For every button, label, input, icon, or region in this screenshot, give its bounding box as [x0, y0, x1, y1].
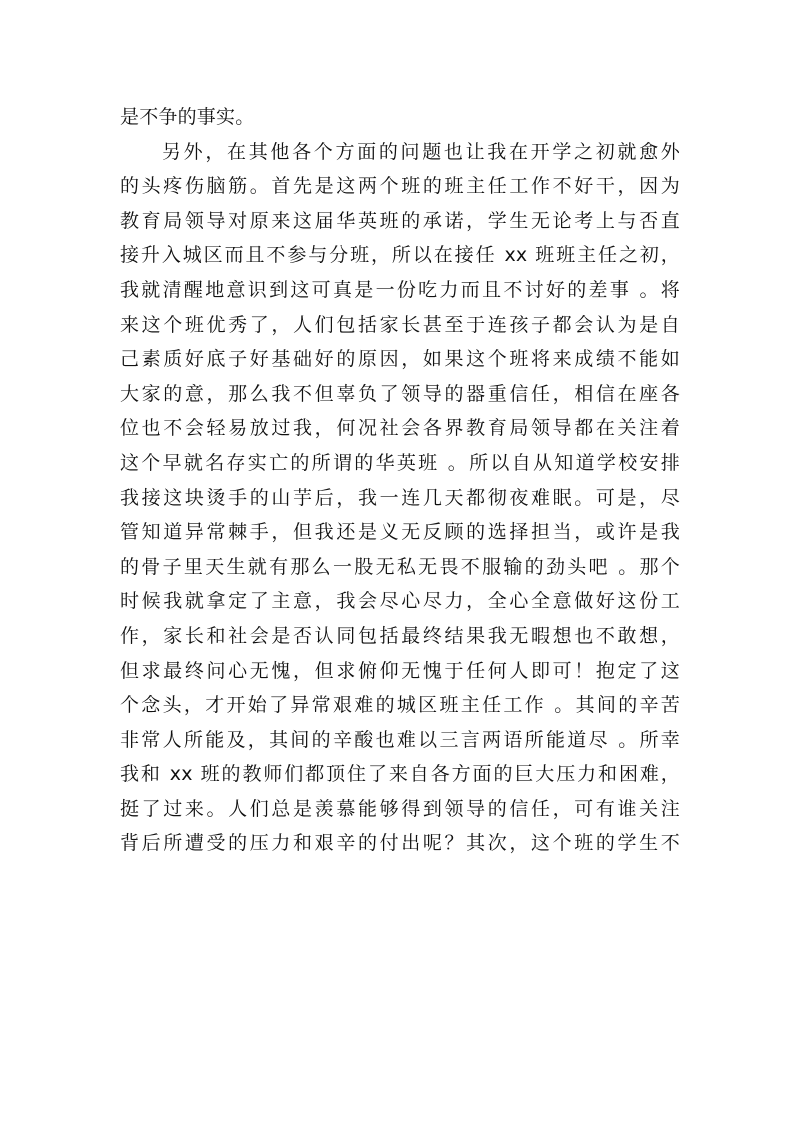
text-line: 非常人所能及，其间的辛酸也难以三言两语所能道尽 。所幸 — [120, 728, 680, 751]
paragraph-first-line: 另外，在其他各个方面的问题也让我在开学之初就愈外 — [162, 140, 680, 163]
text-line: 的骨子里天生就有那么一股无私无畏不服输的劲头吧 。那个 — [120, 555, 680, 578]
text-line: 我和 xx 班的教师们都顶住了来自各方面的巨大压力和困难， — [120, 763, 680, 786]
text-line: 这个早就名存实亡的所谓的华英班 。所以自从知道学校安排 — [120, 451, 680, 474]
body-text — [120, 100, 680, 861]
text-line: 作，家长和社会是否认同包括最终结果我无暇想也不敢想， — [120, 624, 680, 647]
text-line: 时候我就拿定了主意，我会尽心尽力，全心全意做好这份工 — [120, 590, 680, 613]
text-line: 位也不会轻易放过我，何况社会各界教育局领导都在关注着 — [120, 417, 680, 440]
text-line: 大家的意，那么我不但辜负了领导的器重信任，相信在座各 — [120, 382, 680, 405]
text-line: 的头疼伤脑筋。首先是这两个班的班主任工作不好干，因为 — [120, 175, 680, 198]
text-line: 我接这块烫手的山芋后，我一连几天都彻夜难眠。可是，尽 — [120, 486, 680, 509]
text-line: 接升入城区而且不参与分班，所以在接任 xx 班班主任之初， — [120, 244, 680, 267]
text-line: 来这个班优秀了，人们包括家长甚至于连孩子都会认为是自 — [120, 313, 680, 336]
text-line: 是不争的事实。 — [120, 106, 255, 128]
text-line: 挺了过来。人们总是羡慕能够得到领导的信任，可有谁关注 — [120, 797, 680, 820]
text-line: 个念头，才开始了异常艰难的城区班主任工作 。其间的辛苦 — [120, 694, 680, 717]
text-line: 教育局领导对原来这届华英班的承诺，学生无论考上与否直 — [120, 209, 680, 232]
text-line: 管知道异常棘手，但我还是义无反顾的选择担当，或许是我 — [120, 521, 680, 544]
text-line: 我就清醒地意识到这可真是一份吃力而且不讨好的差事 。将 — [120, 278, 680, 301]
text-line: 但求最终问心无愧，但求俯仰无愧于任何人即可！抱定了这 — [120, 659, 680, 682]
text-line: 己素质好底子好基础好的原因，如果这个班将来成绩不能如 — [120, 348, 680, 371]
text-line: 背后所遭受的压力和艰辛的付出呢？其次，这个班的学生不 — [120, 832, 680, 855]
